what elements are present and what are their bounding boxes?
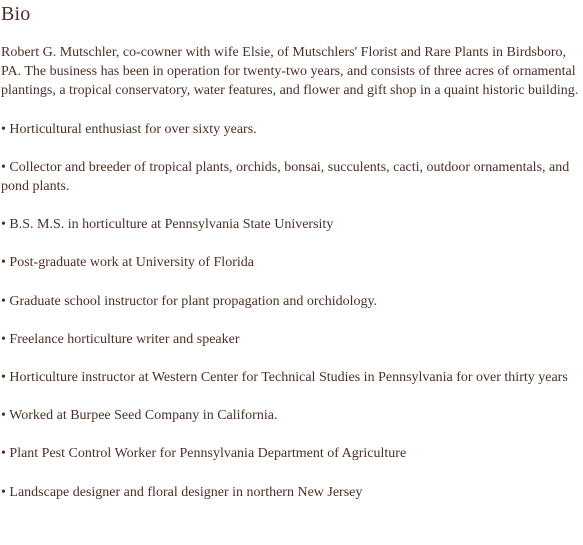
bio-item-post-graduate: • Post-graduate work at University of Florida	[1, 255, 254, 271]
bio-item-collector-breeder: • Collector and breeder of tropical plants, orchids, bonsai, succulents, cacti, outdoor ornamentals, and pond plants.	[1, 159, 570, 195]
bio-item-landscape-designer: • Landscape designer and floral designer in northern New Jersey	[1, 484, 363, 500]
bio-item-pest-control: • Plant Pest Control Worker for Pennsylvania Department of Agriculture	[1, 446, 407, 462]
bio-section	[1, 0, 581, 502]
bio-item-burpee: • Worked at Burpee Seed Company in California.	[1, 408, 278, 424]
bio-item-graduate-instructor: • Graduate school instructor for plant propagation and orchidology.	[1, 293, 378, 309]
bio-item-horticulture-instructor: • Horticulture instructor at Western Center for Technical Studies in Pennsylvania for over thirty years	[1, 370, 568, 386]
bio-item-degrees: • B.S. M.S. in horticulture at Pennsylvania State University	[1, 217, 334, 233]
bio-intro: Robert G. Mutschler, co-cowner with wife Elsie, of Mutschlers' Florist and Rare Plants in Birdsboro, PA. The business has been in operation for twenty-two years, and consists of three acres of ornamental plantings, a tropical conservatory, water features, and flower and gift shop in a quaint historic building.	[1, 45, 579, 99]
bio-item-freelance-writer: • Freelance horticulture writer and speaker	[1, 331, 240, 347]
bio-list	[1, 120, 581, 502]
bio-item-horticultural-enthusiast: • Horticultural enthusiast for over sixty years.	[1, 121, 257, 137]
bio-heading: Bio	[1, 3, 31, 25]
